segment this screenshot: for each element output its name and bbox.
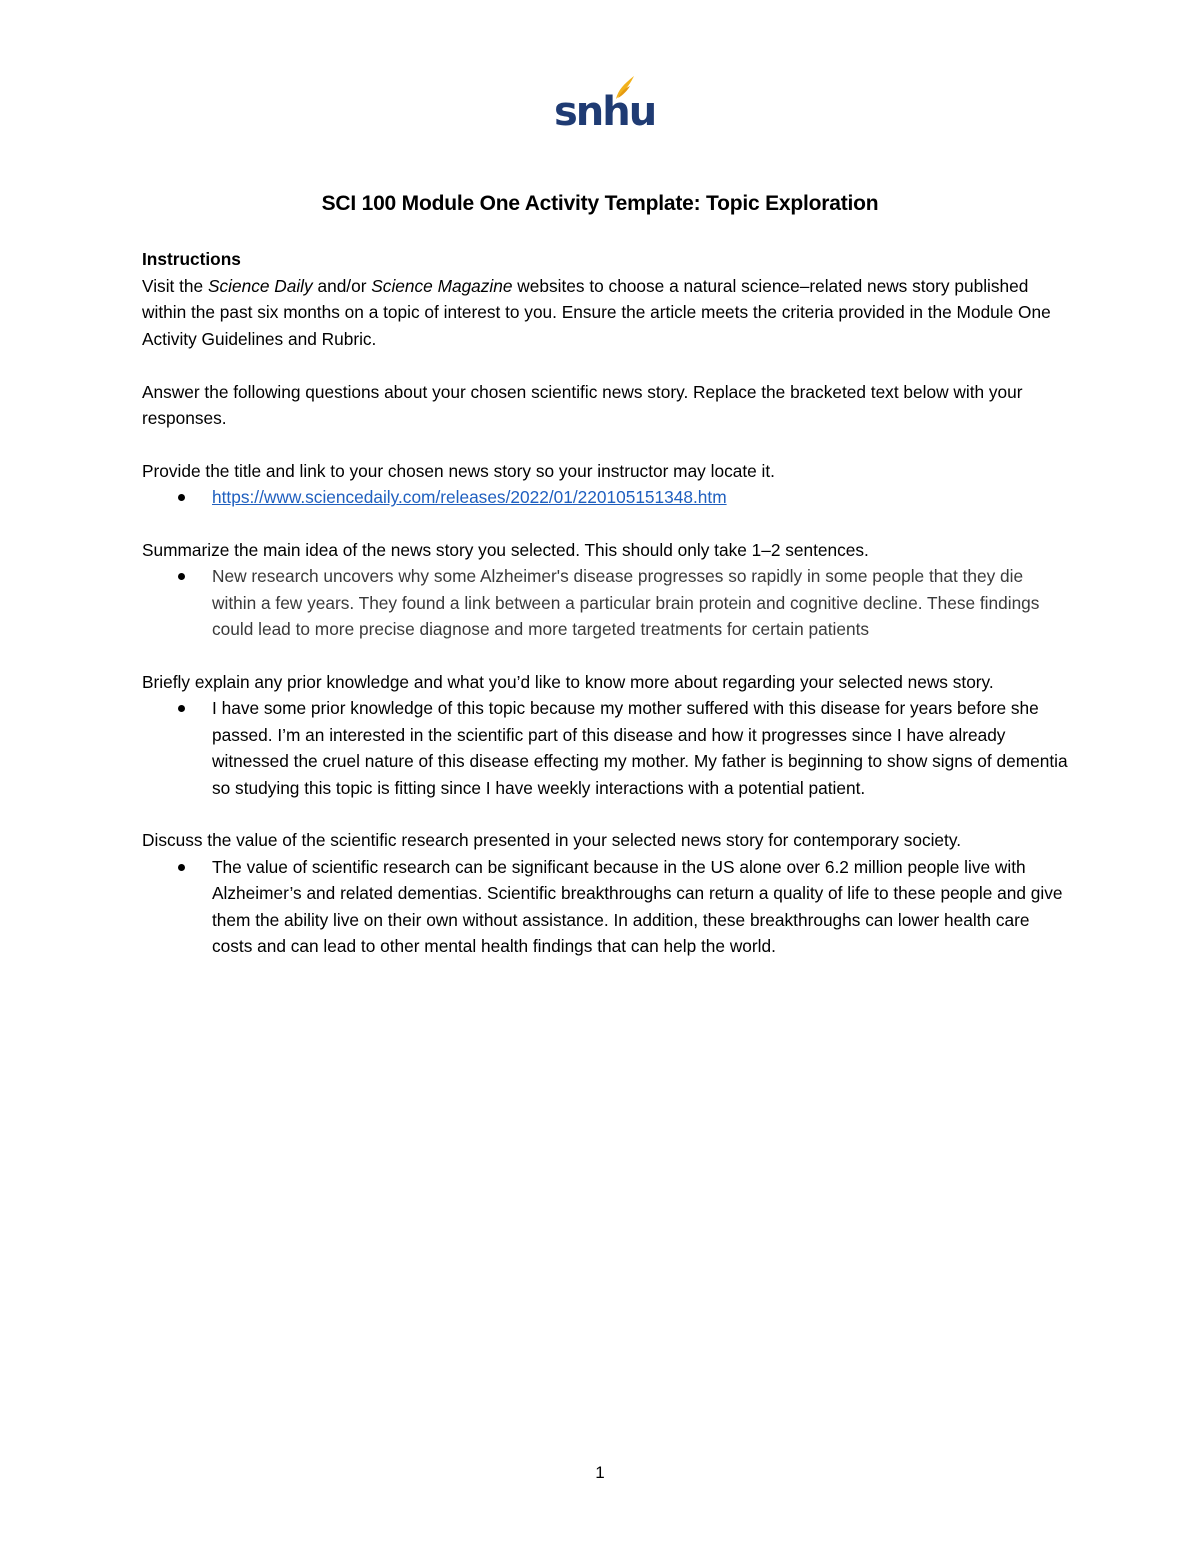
flame-icon bbox=[612, 74, 636, 100]
instructions-text: Visit the bbox=[142, 276, 208, 296]
question-prompt-1: Provide the title and link to your chosen news story so your instructor may locate it. bbox=[142, 460, 775, 481]
question-prompt-4: Discuss the value of the scientific research presented in your selected news story for contemporary society. bbox=[142, 830, 961, 851]
answer-text-3: I have some prior knowledge of this topic because my mother suffered with this disease for years before she passed. I’m an interested in the scientific part of this disease and how it progresses since I have already witnessed the cruel nature of this disease effecting my mother. My father is beginning to show signs of dementia so studying this topic is fitting since I have weekly interactions with a potential patient. bbox=[212, 698, 1068, 798]
snhu-logo bbox=[554, 74, 656, 135]
list-item bbox=[142, 563, 1072, 642]
logo-wordmark: snhu bbox=[554, 89, 656, 135]
bullet-icon bbox=[178, 494, 185, 501]
bullet-icon bbox=[178, 705, 185, 712]
question-prompt-2: Summarize the main idea of the news story you selected. This should only take 1–2 sentences. bbox=[142, 540, 869, 561]
science-magazine-name: Science Magazine bbox=[371, 276, 513, 296]
list-item bbox=[142, 484, 1072, 510]
answer-list-1 bbox=[142, 484, 1072, 510]
list-item bbox=[142, 854, 1072, 960]
answer-list-2 bbox=[142, 563, 1072, 642]
answer-instructions-paragraph: Answer the following questions about your chosen scientific news story. Replace the bracketed text below with your responses. bbox=[142, 381, 1023, 429]
instructions-text: and/or bbox=[312, 276, 372, 296]
answer-list-3 bbox=[142, 695, 1072, 801]
answer-text-4: The value of scientific research can be significant because in the US alone over 6.2 million people live with Alzheimer’s and related dementias. Scientific breakthroughs can return a quality of life to these people and give them the ability live on their own without assistance. In addition, these breakthroughs can lower health care costs and can lead to other mental health findings that can help the world. bbox=[212, 856, 1063, 957]
bullet-icon bbox=[178, 573, 185, 580]
answer-text-2: New research uncovers why some Alzheimer's disease progresses so rapidly in some people that they die within a few years. They found a link between a particular brain protein and cognitive decline. These findings could lead to more precise diagnose and more targeted treatments for certain patients bbox=[212, 566, 1040, 640]
bullet-icon bbox=[178, 864, 185, 871]
instructions-heading: Instructions bbox=[142, 249, 241, 269]
document-body bbox=[142, 245, 1072, 959]
article-link[interactable]: https://www.sciencedaily.com/releases/2022/01/220105151348.htm bbox=[212, 487, 727, 508]
question-prompt-3: Briefly explain any prior knowledge and what you’d like to know more about regarding your selected news story. bbox=[142, 672, 994, 693]
instructions-text: websites to choose a natural science–related news story published within the past six months on a topic of interest to you. Ensure the article meets the criteria provided in the Module One Activity Guidelines and Rubric. bbox=[142, 276, 1051, 349]
list-item bbox=[142, 695, 1072, 801]
science-daily-name: Science Daily bbox=[207, 276, 313, 296]
document-title: SCI 100 Module One Activity Template: Topic Exploration bbox=[321, 192, 879, 215]
answer-list-4 bbox=[142, 854, 1072, 960]
instructions-paragraph bbox=[142, 273, 1072, 352]
page-number: 1 bbox=[595, 1463, 605, 1482]
